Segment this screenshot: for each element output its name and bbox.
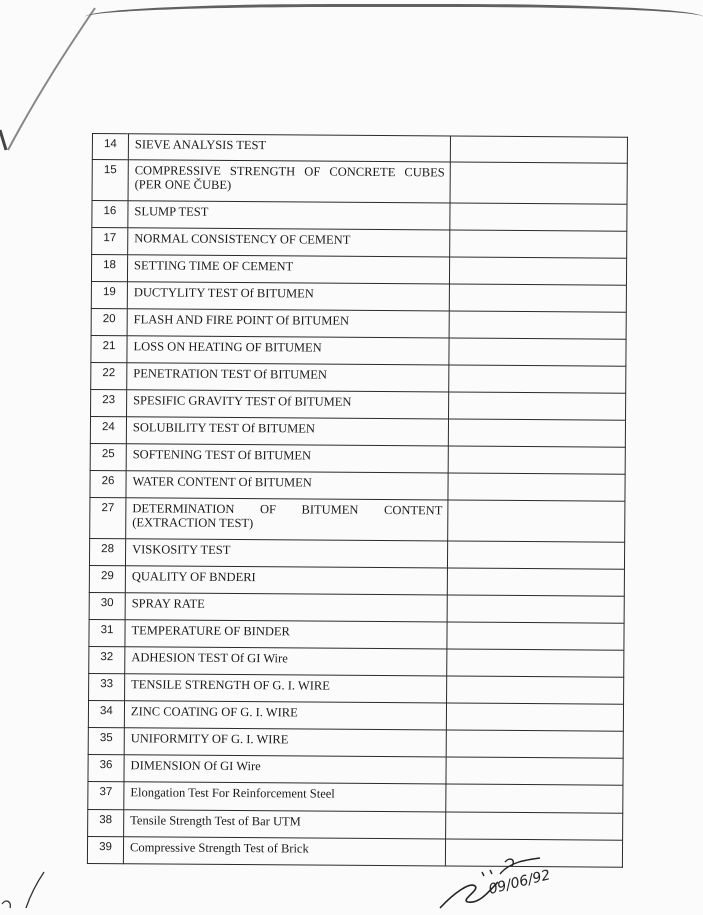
blank-cell <box>447 568 624 596</box>
row-number: 31 <box>89 619 125 646</box>
blank-cell <box>449 284 626 312</box>
blank-cell <box>448 500 625 542</box>
test-list-table <box>87 133 628 868</box>
blank-cell <box>446 757 623 785</box>
corner-mark <box>0 858 50 910</box>
test-name-line2: (PER ONE ČUBE) <box>134 177 232 192</box>
table-row <box>88 754 623 785</box>
blank-cell <box>449 338 626 366</box>
table-row <box>90 470 625 501</box>
test-name: NORMAL CONSISTENCY OF CEMENT <box>128 228 450 257</box>
test-name: SETTING TIME OF CEMENT <box>127 255 449 284</box>
row-number: 28 <box>89 538 125 565</box>
test-name: UNIFORMITY OF G. I. WIRE <box>124 728 446 757</box>
blank-cell <box>448 446 625 474</box>
row-number: 15 <box>92 160 128 201</box>
row-number: 29 <box>89 565 125 592</box>
row-number: 35 <box>88 727 124 754</box>
row-number: 26 <box>90 470 126 497</box>
row-number: 36 <box>88 754 124 781</box>
table-row <box>89 646 624 677</box>
test-name: SIEVE ANALYSIS TEST <box>128 134 450 162</box>
test-name-line1: DETERMINATION OF BITUMEN CONTENT <box>132 501 443 518</box>
table-row <box>91 389 626 420</box>
test-name: QUALITY OF BNDERI <box>125 566 447 595</box>
row-number: 21 <box>91 335 127 362</box>
table-row <box>92 134 627 164</box>
table-row <box>91 362 626 393</box>
test-name: VISKOSITY TEST <box>125 539 447 568</box>
row-number: 30 <box>89 592 125 619</box>
blank-cell <box>449 365 626 393</box>
test-name-line1: COMPRESSIVE STRENGTH OF CONCRETE CUBES <box>134 163 445 180</box>
blank-cell <box>449 257 626 285</box>
row-number: 22 <box>91 362 127 389</box>
test-name: SPESIFIC GRAVITY TEST Of BITUMEN <box>127 390 449 419</box>
test-name: SLUMP TEST <box>128 201 450 230</box>
test-name: SOLUBILITY TEST Of BITUMEN <box>126 417 448 446</box>
signature-date: 09/06/92 <box>487 867 552 898</box>
row-number: 17 <box>92 228 128 255</box>
test-name: Tensile Strength Test of Bar UTM <box>124 810 446 839</box>
table-row <box>91 335 626 366</box>
blank-cell <box>447 649 624 677</box>
table-row <box>89 538 624 569</box>
test-name: SOFTENING TEST Of BITUMEN <box>126 444 448 473</box>
row-number: 19 <box>91 281 127 308</box>
table-row <box>88 781 623 813</box>
test-name: Compressive Strength Test of Brick <box>123 837 445 866</box>
test-name: DIMENSION Of GI Wire <box>124 755 446 784</box>
test-name <box>126 498 448 541</box>
table-row <box>90 443 625 474</box>
row-number: 14 <box>92 134 128 160</box>
row-number: 37 <box>88 781 124 809</box>
row-number: 23 <box>91 389 127 416</box>
test-name: TENSILE STRENGTH OF G. I. WIRE <box>125 674 447 703</box>
table-row <box>92 201 627 232</box>
table-row <box>88 727 623 758</box>
scan-edge-top <box>85 4 703 17</box>
table-row <box>91 281 626 312</box>
test-table-wrapper <box>87 133 628 868</box>
signature <box>430 852 580 910</box>
table-row <box>91 308 626 339</box>
blank-cell <box>446 730 623 758</box>
blank-cell <box>450 162 627 204</box>
table-row <box>89 592 624 623</box>
test-name: WATER CONTENT Of BITUMEN <box>126 471 448 500</box>
row-number: 27 <box>90 497 126 538</box>
blank-cell <box>446 784 623 813</box>
row-number: 33 <box>89 673 125 700</box>
row-number: 25 <box>90 443 126 470</box>
blank-cell <box>447 541 624 569</box>
test-name: LOSS ON HEATING OF BITUMEN <box>127 336 449 365</box>
row-number: 34 <box>88 700 124 727</box>
table-row <box>89 565 624 596</box>
row-number: 20 <box>91 308 127 335</box>
blank-cell <box>447 622 624 650</box>
blank-cell <box>447 676 624 704</box>
test-name <box>128 160 450 203</box>
blank-cell <box>447 595 624 623</box>
table-row <box>90 497 625 542</box>
blank-cell <box>450 230 627 258</box>
row-number: 18 <box>91 255 127 282</box>
row-number: 39 <box>87 836 123 863</box>
test-name: TEMPERATURE OF BINDER <box>125 620 447 649</box>
row-number: 32 <box>89 646 125 673</box>
blank-cell <box>448 473 625 501</box>
test-name: FLASH AND FIRE POINT Of BITUMEN <box>127 309 449 338</box>
row-number: 16 <box>92 201 128 228</box>
test-name: SPRAY RATE <box>125 593 447 622</box>
blank-cell <box>448 419 625 447</box>
table-row <box>92 228 627 259</box>
test-name: ZINC COATING OF G. I. WIRE <box>124 701 446 730</box>
blank-cell <box>450 203 627 231</box>
table-row <box>89 619 624 650</box>
blank-cell <box>449 392 626 420</box>
test-name: ADHESION TEST Of GI Wire <box>125 647 447 676</box>
table-row <box>91 255 626 286</box>
row-number: 24 <box>90 416 126 443</box>
blank-cell <box>449 311 626 339</box>
test-name: DUCTYLITY TEST Of BITUMEN <box>127 282 449 311</box>
blank-cell <box>450 136 627 163</box>
table-row <box>88 700 623 731</box>
row-number: 38 <box>88 809 124 836</box>
table-row <box>89 673 624 704</box>
test-name: PENETRATION TEST Of BITUMEN <box>127 363 449 392</box>
test-name: Elongation Test For Reinforcement Steel <box>124 782 446 812</box>
table-row <box>90 416 625 447</box>
test-name-line2: (EXTRACTION TEST) <box>132 515 254 531</box>
blank-cell <box>446 812 623 840</box>
blank-cell <box>446 703 623 731</box>
table-row <box>88 809 623 840</box>
table-row <box>92 160 627 205</box>
